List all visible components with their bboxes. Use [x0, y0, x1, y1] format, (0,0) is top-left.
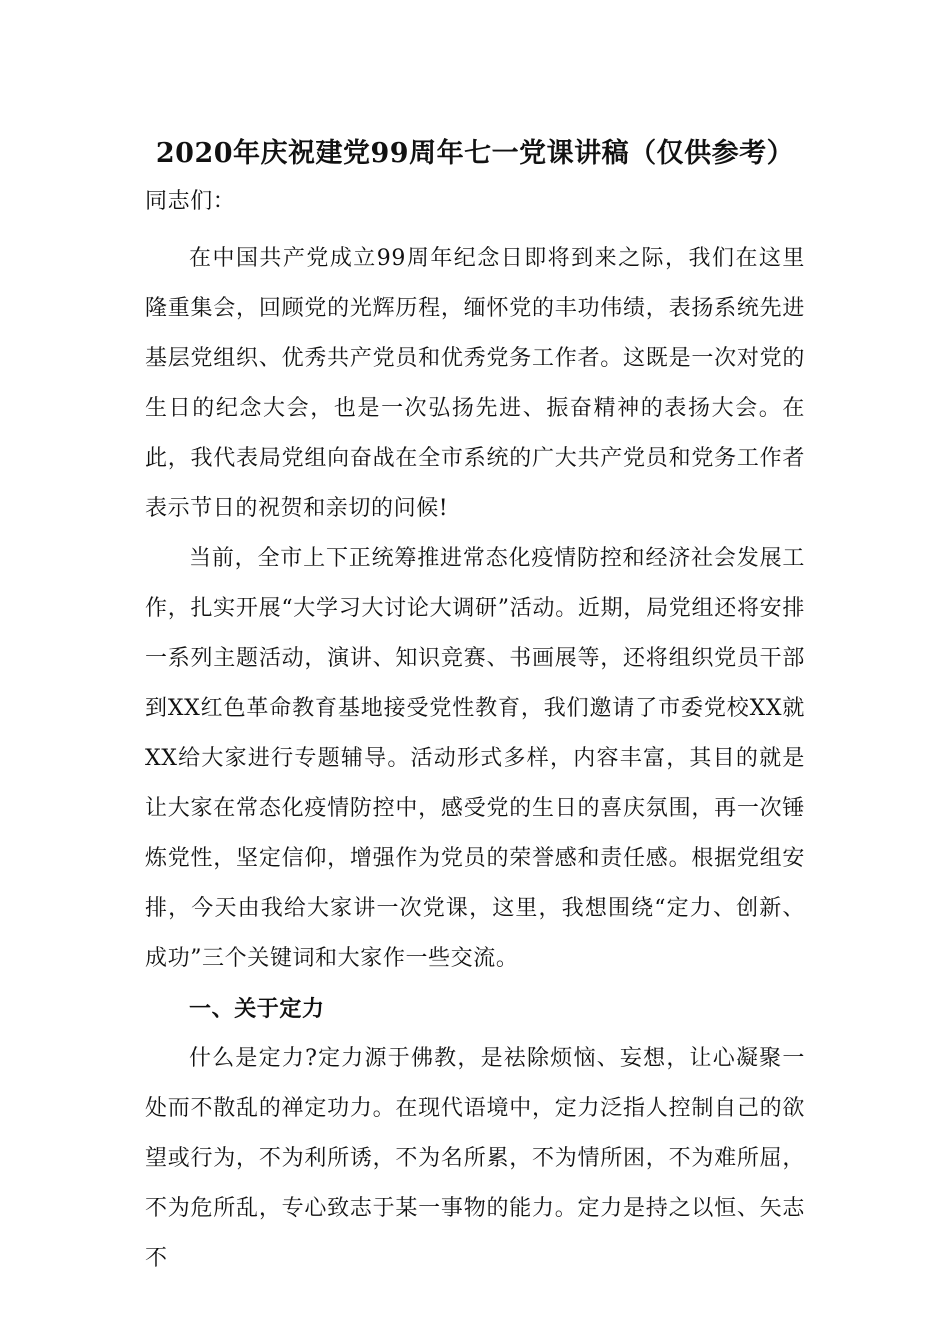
- paragraph-intro: 在中国共产党成立99周年纪念日即将到来之际，我们在这里隆重集会，回顾党的光辉历程，缅怀党的丰功伟绩，表扬系统先进基层党组织、优秀共产党员和优秀党务工作者。这既是一次对党的生日的纪念大会，也是一次弘扬先进、振奋精神的表扬大会。在此，我代表局党组向奋战在全市系统的广大共产党员和党务工作者表示节日的祝贺和亲切的问候!: [145, 246, 805, 521]
- document-title: 2020年庆祝建党99周年七一党课讲稿（仅供参考）: [155, 138, 795, 169]
- document-body: [145, 182, 805, 1284]
- section-heading: 一、关于定力: [189, 996, 325, 1022]
- salutation: 同志们：: [145, 189, 236, 214]
- paragraph-section-one: 什么是定力?定力源于佛教，是祛除烦恼、妄想，让心凝聚一处而不散乱的禅定功力。在现代语境中，定力泛指人控制自己的欲望或行为，不为利所诱，不为名所累，不为情所困，不为难所屈，不为危所乱，专心致志于某一事物的能力。定力是持之以恒、矢志不: [145, 1046, 805, 1271]
- paragraph-current-work: 当前，全市上下正统筹推进常态化疫情防控和经济社会发展工作，扎实开展“大学习大讨论大调研”活动。近期，局党组还将安排一系列主题活动，演讲、知识竞赛、书画展等，还将组织党员干部到XX红色革命教育基地接受党性教育，我们邀请了市委党校XX就XX给大家进行专题辅导。活动形式多样，内容丰富，其目的就是让大家在常态化疫情防控中，感受党的生日的喜庆氛围，再一次锤炼党性，坚定信仰，增强作为党员的荣誉感和责任感。根据党组安排，今天由我给大家讲一次党课，这里，我想围绕“定力、创新、成功”三个关键词和大家作一些交流。: [145, 546, 805, 971]
